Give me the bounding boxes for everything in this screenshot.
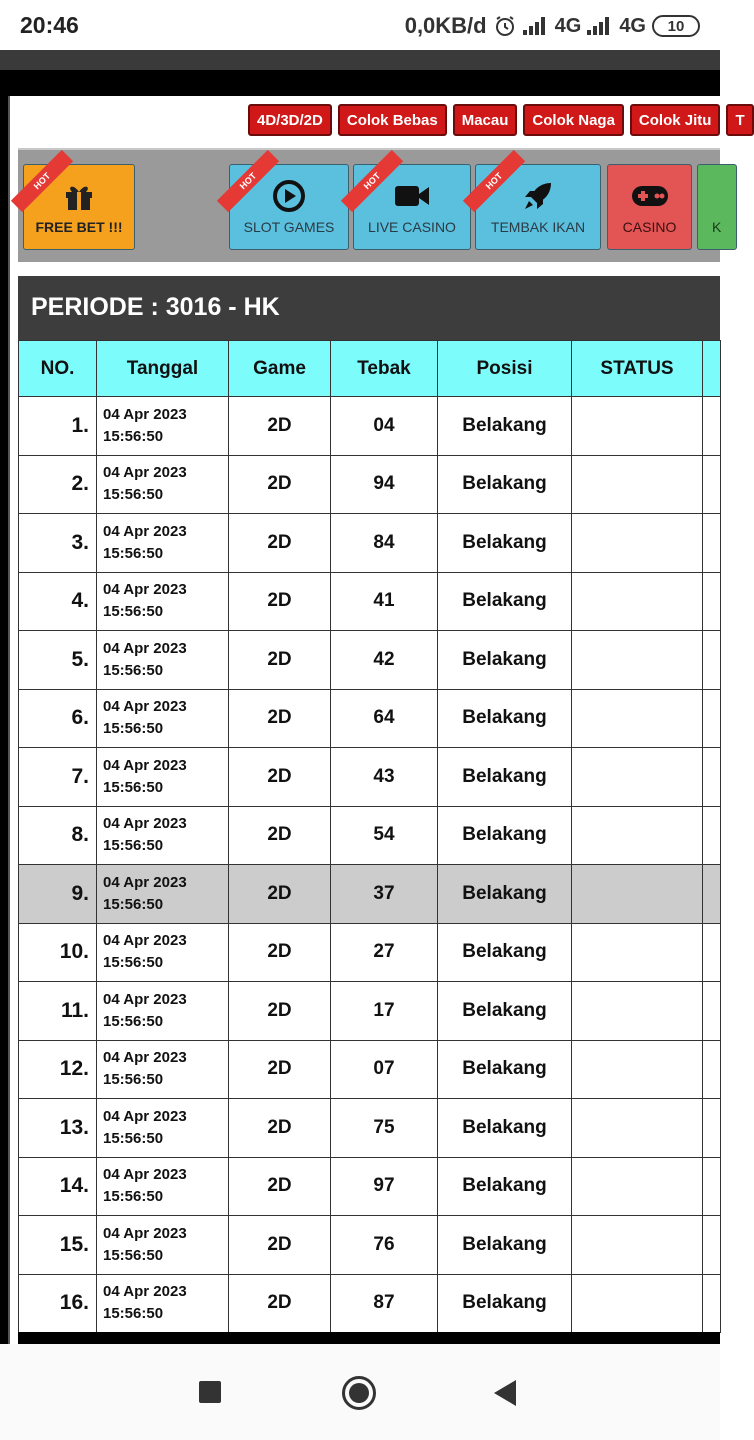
bets-table: [18, 340, 721, 1333]
table-row: [19, 397, 721, 456]
home-icon[interactable]: [342, 1376, 376, 1410]
row-game: 2D: [229, 1274, 331, 1333]
row-posisi: Belakang: [438, 1157, 572, 1216]
row-tebak: 84: [331, 514, 438, 573]
row-date-time: 15:56:50: [103, 661, 164, 679]
hot-badge: HOT: [217, 150, 279, 212]
row-posisi: Belakang: [438, 514, 572, 573]
row-no: 13.: [19, 1099, 97, 1158]
row-partial: [703, 397, 721, 456]
left-frame-line: [8, 96, 10, 1344]
table-row: [19, 572, 721, 631]
row-date-day: 04 Apr 2023: [103, 1283, 187, 1301]
row-no: 8.: [19, 806, 97, 865]
table-header-row: [19, 341, 721, 397]
row-status: [572, 1157, 703, 1216]
table-row: [19, 455, 721, 514]
row-date-day: 04 Apr 2023: [103, 639, 187, 657]
row-posisi: Belakang: [438, 748, 572, 807]
row-partial: [703, 982, 721, 1041]
status-bar: [0, 0, 720, 50]
gift-icon: [61, 179, 97, 213]
row-posisi: Belakang: [438, 865, 572, 924]
row-status: [572, 1274, 703, 1333]
header-status: STATUS: [572, 341, 703, 397]
row-date-day: 04 Apr 2023: [103, 405, 187, 423]
row-date-day: 04 Apr 2023: [103, 522, 187, 540]
row-date-time: 15:56:50: [103, 427, 164, 445]
row-partial: [703, 689, 721, 748]
table-row: [19, 1274, 721, 1333]
row-status: [572, 1216, 703, 1275]
row-tebak: 76: [331, 1216, 438, 1275]
row-date: [97, 806, 229, 865]
row-date-day: 04 Apr 2023: [103, 756, 187, 774]
recent-apps-icon[interactable]: [199, 1381, 221, 1403]
table-row: [19, 865, 721, 924]
slot-games-label: SLOT GAMES: [243, 219, 335, 235]
row-tebak: 97: [331, 1157, 438, 1216]
row-no: 7.: [19, 748, 97, 807]
row-partial: [703, 1099, 721, 1158]
row-status: [572, 631, 703, 690]
navigation-bar: [0, 1344, 720, 1440]
row-status: [572, 397, 703, 456]
row-tebak: 27: [331, 923, 438, 982]
status-indicators: [405, 12, 700, 40]
tembak-ikan-label: TEMBAK IKAN: [490, 219, 586, 235]
table-row: [19, 982, 721, 1041]
row-date: [97, 1274, 229, 1333]
header-posisi: Posisi: [438, 341, 572, 397]
row-date-time: 15:56:50: [103, 778, 164, 796]
row-date-time: 15:56:50: [103, 603, 164, 621]
casino-label: CASINO: [622, 219, 677, 235]
page-bottom-bar: [18, 1332, 720, 1344]
row-date: [97, 865, 229, 924]
live-casino-label: LIVE CASINO: [368, 219, 456, 235]
row-partial: [703, 1157, 721, 1216]
header-tebak: Tebak: [331, 341, 438, 397]
row-no: 9.: [19, 865, 97, 924]
row-tebak: 75: [331, 1099, 438, 1158]
row-posisi: Belakang: [438, 397, 572, 456]
live-casino-button[interactable]: [353, 164, 471, 250]
game-categories: [18, 148, 720, 262]
row-no: 3.: [19, 514, 97, 573]
hot-badge: HOT: [341, 150, 403, 212]
row-date: [97, 689, 229, 748]
row-tebak: 41: [331, 572, 438, 631]
menu-colok-bebas[interactable]: Colok Bebas: [338, 104, 447, 136]
row-no: 2.: [19, 455, 97, 514]
row-date-day: 04 Apr 2023: [103, 1049, 187, 1067]
slot-games-button[interactable]: [229, 164, 349, 250]
signal-icon-2: [587, 17, 613, 35]
row-date-time: 15:56:50: [103, 1246, 164, 1264]
row-no: 11.: [19, 982, 97, 1041]
play-circle-icon: [271, 179, 307, 213]
row-partial: [703, 631, 721, 690]
menu-partial[interactable]: T: [726, 104, 753, 136]
row-tebak: 64: [331, 689, 438, 748]
row-date: [97, 1216, 229, 1275]
video-camera-icon: [394, 179, 430, 213]
menu-macau[interactable]: Macau: [453, 104, 518, 136]
header-tanggal: Tanggal: [97, 341, 229, 397]
row-date-day: 04 Apr 2023: [103, 873, 187, 891]
table-row: [19, 631, 721, 690]
free-bet-button[interactable]: [23, 164, 135, 250]
row-game: 2D: [229, 455, 331, 514]
row-tebak: 54: [331, 806, 438, 865]
row-partial: [703, 748, 721, 807]
casino-button[interactable]: [607, 164, 692, 250]
row-date-day: 04 Apr 2023: [103, 990, 187, 1008]
left-frame-gap: [10, 96, 18, 1344]
row-game: 2D: [229, 572, 331, 631]
row-status: [572, 865, 703, 924]
network-type-2: 4G: [619, 14, 646, 37]
table-row: [19, 1040, 721, 1099]
row-partial: [703, 455, 721, 514]
row-posisi: Belakang: [438, 631, 572, 690]
rocket-icon: [520, 179, 556, 213]
row-date-day: 04 Apr 2023: [103, 1166, 187, 1184]
row-status: [572, 1040, 703, 1099]
menu-colok-jitu[interactable]: Colok Jitu: [630, 104, 721, 136]
row-date: [97, 631, 229, 690]
free-bet-label: FREE BET !!!: [35, 219, 123, 235]
row-game: 2D: [229, 631, 331, 690]
row-game: 2D: [229, 397, 331, 456]
row-game: 2D: [229, 1099, 331, 1158]
row-status: [572, 572, 703, 631]
partial-game-label: K: [712, 219, 722, 235]
row-no: 10.: [19, 923, 97, 982]
row-posisi: Belakang: [438, 923, 572, 982]
row-date-time: 15:56:50: [103, 837, 164, 855]
table-row: [19, 806, 721, 865]
row-tebak: 17: [331, 982, 438, 1041]
row-date-day: 04 Apr 2023: [103, 1224, 187, 1242]
row-date-time: 15:56:50: [103, 1012, 164, 1030]
row-date-time: 15:56:50: [103, 895, 164, 913]
battery-icon: 10: [652, 15, 700, 37]
row-no: 15.: [19, 1216, 97, 1275]
row-date: [97, 923, 229, 982]
menu-4d3d2d[interactable]: 4D/3D/2D: [248, 104, 332, 136]
row-tebak: 94: [331, 455, 438, 514]
row-tebak: 43: [331, 748, 438, 807]
row-date-day: 04 Apr 2023: [103, 698, 187, 716]
row-game: 2D: [229, 1157, 331, 1216]
menu-colok-naga[interactable]: Colok Naga: [523, 104, 624, 136]
row-game: 2D: [229, 865, 331, 924]
row-tebak: 07: [331, 1040, 438, 1099]
row-date-day: 04 Apr 2023: [103, 1107, 187, 1125]
row-posisi: Belakang: [438, 1099, 572, 1158]
row-no: 14.: [19, 1157, 97, 1216]
row-date: [97, 397, 229, 456]
row-game: 2D: [229, 748, 331, 807]
row-game: 2D: [229, 806, 331, 865]
row-no: 6.: [19, 689, 97, 748]
row-date-time: 15:56:50: [103, 1129, 164, 1147]
row-date-time: 15:56:50: [103, 1305, 164, 1323]
row-no: 16.: [19, 1274, 97, 1333]
hot-badge: HOT: [11, 150, 73, 212]
table-row: [19, 1099, 721, 1158]
row-date-day: 04 Apr 2023: [103, 815, 187, 833]
alarm-icon: [493, 14, 517, 38]
row-posisi: Belakang: [438, 982, 572, 1041]
row-no: 12.: [19, 1040, 97, 1099]
page-header-bar: [0, 70, 720, 96]
row-no: 4.: [19, 572, 97, 631]
row-posisi: Belakang: [438, 1040, 572, 1099]
row-posisi: Belakang: [438, 455, 572, 514]
row-date-day: 04 Apr 2023: [103, 464, 187, 482]
row-partial: [703, 1216, 721, 1275]
row-status: [572, 748, 703, 807]
row-status: [572, 982, 703, 1041]
row-date: [97, 1157, 229, 1216]
row-date-time: 15:56:50: [103, 1071, 164, 1089]
header-partial: [703, 341, 721, 397]
row-posisi: Belakang: [438, 689, 572, 748]
row-date: [97, 572, 229, 631]
gamepad-icon: [632, 179, 668, 213]
data-speed: 0,0KB/d: [404, 13, 487, 38]
signal-icon: [523, 17, 549, 35]
row-posisi: Belakang: [438, 1216, 572, 1275]
row-game: 2D: [229, 1216, 331, 1275]
partial-game-button[interactable]: [697, 164, 737, 250]
row-posisi: Belakang: [438, 572, 572, 631]
row-date-time: 15:56:50: [103, 720, 164, 738]
header-no: NO.: [19, 341, 97, 397]
row-date-time: 15:56:50: [103, 486, 164, 504]
row-status: [572, 689, 703, 748]
row-tebak: 04: [331, 397, 438, 456]
hot-badge: HOT: [463, 150, 525, 212]
row-game: 2D: [229, 514, 331, 573]
row-status: [572, 455, 703, 514]
table-row: [19, 514, 721, 573]
row-no: 1.: [19, 397, 97, 456]
row-partial: [703, 923, 721, 982]
header-game: Game: [229, 341, 331, 397]
row-date: [97, 514, 229, 573]
row-date: [97, 1099, 229, 1158]
back-icon[interactable]: [494, 1380, 516, 1406]
status-time: 20:46: [20, 12, 79, 38]
row-tebak: 37: [331, 865, 438, 924]
row-game: 2D: [229, 689, 331, 748]
row-partial: [703, 865, 721, 924]
table-row: [19, 1157, 721, 1216]
row-game: 2D: [229, 1040, 331, 1099]
row-partial: [703, 572, 721, 631]
network-type-1: 4G: [554, 14, 582, 37]
row-posisi: Belakang: [438, 806, 572, 865]
row-partial: [703, 514, 721, 573]
row-date-day: 04 Apr 2023: [103, 932, 187, 950]
row-date-time: 15:56:50: [103, 544, 164, 562]
periode-title: PERIODE : 3016 - HK: [18, 276, 720, 340]
row-partial: [703, 1274, 721, 1333]
row-date: [97, 455, 229, 514]
market-menu: [248, 104, 754, 136]
table-row: [19, 923, 721, 982]
row-date-day: 04 Apr 2023: [103, 581, 187, 599]
row-date: [97, 982, 229, 1041]
row-date-time: 15:56:50: [103, 954, 164, 972]
row-tebak: 42: [331, 631, 438, 690]
table-row: [19, 1216, 721, 1275]
row-date: [97, 748, 229, 807]
row-tebak: 87: [331, 1274, 438, 1333]
row-status: [572, 806, 703, 865]
table-row: [19, 689, 721, 748]
row-partial: [703, 1040, 721, 1099]
browser-top-bar: [0, 50, 720, 70]
row-status: [572, 923, 703, 982]
row-date: [97, 1040, 229, 1099]
row-status: [572, 514, 703, 573]
row-game: 2D: [229, 982, 331, 1041]
row-date-time: 15:56:50: [103, 1188, 164, 1206]
table-row: [19, 748, 721, 807]
tembak-ikan-button[interactable]: [475, 164, 601, 250]
row-posisi: Belakang: [438, 1274, 572, 1333]
row-no: 5.: [19, 631, 97, 690]
row-partial: [703, 806, 721, 865]
row-status: [572, 1099, 703, 1158]
row-game: 2D: [229, 923, 331, 982]
